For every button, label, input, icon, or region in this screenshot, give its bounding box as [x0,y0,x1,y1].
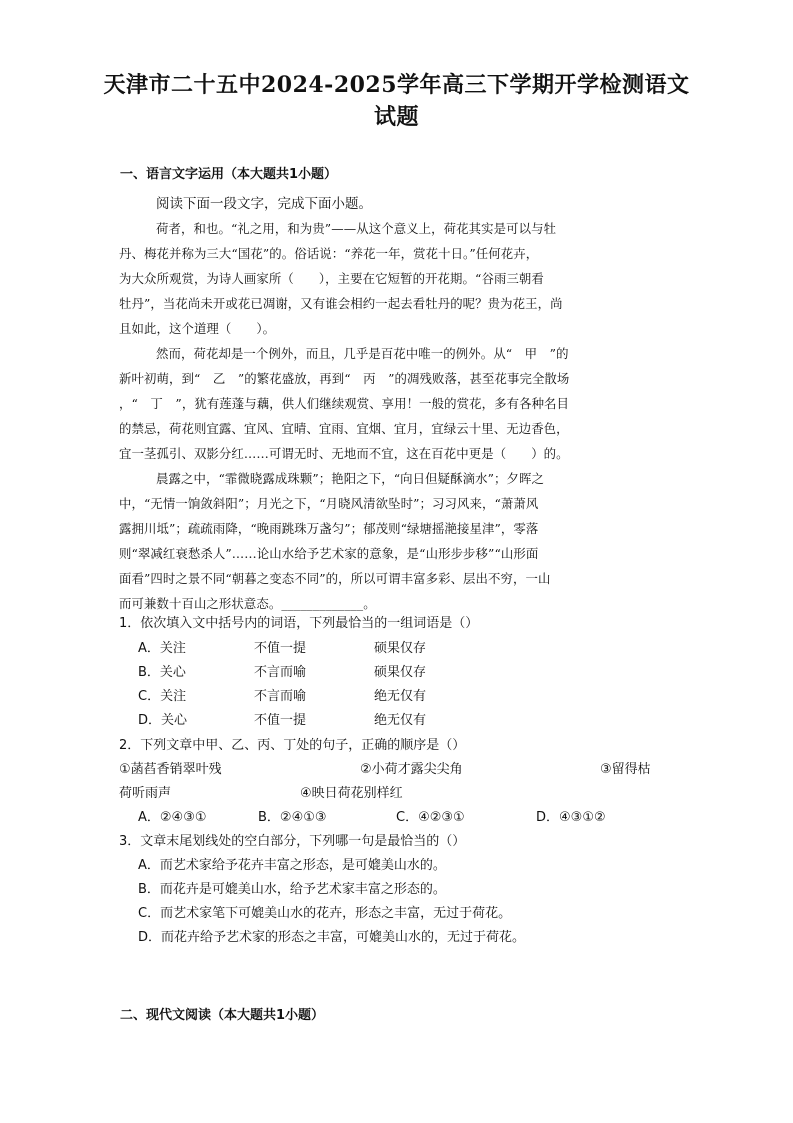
q3-option-b: B．而花卉是可媲美山水，给予艺术家丰富之形态的。 [138,882,446,897]
passage-line: 牡丹”，当花尚未开或花已凋谢，又有谁会相约一起去看牡丹的呢？贵为花王，尚 [119,296,563,311]
q2-option-d: D．④③①② [536,810,606,825]
question-2-stem: 2．下列文章中甲、乙、丙、丁处的句子，正确的顺序是（） [119,738,466,753]
q1-option-c-word1: C．关注 [138,689,187,704]
q1-option-c-word2: 不言而喻 [254,689,307,704]
q3-option-a: A．而艺术家给予花卉丰富之形态，是可媲美山水的。 [138,858,446,873]
q2-sentence-2: ②小荷才露尖尖角 [360,762,463,777]
q1-option-c-word3: 绝无仅有 [374,689,427,704]
passage-line: 而可兼数十百山之形状意态。_____________。 [119,596,376,611]
document-title-line1: 天津市二十五中2024-2025学年高三下学期开学检测语文 [103,72,690,98]
passage-line: 的禁忌，荷花则宜露、宜风、宜晴、宜雨、宜烟、宜月，宜绿云十里、无边香色， [119,421,569,436]
passage-line: 宜一茎孤引、双影分红……可谓无时、无地而不宜，这在百花中更是（ ）的。 [119,446,569,461]
passage-line: 然而，荷花却是一个例外，而且，几乎是百花中唯一的例外。从“ 甲 ”的 [156,346,569,361]
q1-option-a-word2: 不值一提 [254,641,307,656]
passage-line: ，“ 丁 ”，犹有莲蓬与藕，供人们继续观赏、享用！一般的赏花，多有各种名目 [119,396,570,411]
q1-option-d-word3: 绝无仅有 [374,713,427,728]
passage-line: 则“翠减红衰愁杀人”……论山水给予艺术家的意象，是“山形步步移”“山形面 [119,546,539,561]
q2-option-b: B．②④①③ [258,810,327,825]
question-3-stem: 3．文章末尾划线处的空白部分，下列哪一句是最恰当的（） [119,834,466,849]
passage-line: 新叶初萌，到“ 乙 ”的繁花盛放，再到“ 丙 ”的凋残败落，甚至花事完全散场 [119,371,570,386]
q2-option-c: C．④②③① [396,810,465,825]
q1-option-a-word1: A．关注 [138,641,186,656]
q1-option-b-word2: 不言而喻 [254,665,307,680]
q2-sentence-1: ①菡萏香销翠叶残 [119,762,222,777]
q3-option-d: D．而花卉给予艺术家的形态之丰富，可媲美山水的，无过于荷花。 [138,930,526,945]
q1-option-b-word3: 硕果仅存 [374,665,427,680]
q1-option-d-word1: D．关心 [138,713,188,728]
passage-line: 中，“无情一饷敛斜阳”；月光之下，“月晓风清欲坠时”；习习风来，“萧萧风 [119,496,539,511]
passage-line: 且如此，这个道理（ ）。 [119,321,276,336]
question-1-stem: 1．依次填入文中括号内的词语，下列最恰当的一组词语是（） [119,616,479,631]
q1-option-b-word1: B．关心 [138,665,186,680]
section2-heading: 二、现代文阅读（本大题共1小题） [120,1008,325,1023]
q3-option-c: C．而艺术家笔下可媲美山水的花卉，形态之丰富，无过于荷花。 [138,906,512,921]
q1-option-d-word2: 不值一提 [254,713,307,728]
q2-option-a: A．②④③① [138,810,207,825]
passage-line: 荷者，和也。“礼之用，和为贵”——从这个意义上，荷花其实是可以与牡 [156,221,557,236]
q2-sentence-3-part2: 荷听雨声 [119,786,172,801]
passage-line: 露拥川坻”；疏疏雨降，“晚雨跳珠万盏匀”；郁茂则“绿塘摇滟接星津”，零落 [119,521,539,536]
passage-line: 为大众所观赏，为诗人画家所（ ），主要在它短暂的开花期。“谷雨三朝看 [119,271,544,286]
q1-option-a-word3: 硕果仅存 [374,641,427,656]
passage-line: 面看”四时之景不同“朝暮之变态不同”的，所以可谓丰富多彩、层出不穷，一山 [119,571,551,586]
passage-line: 晨露之中，“霏微晓露成珠颗”；艳阳之下，“向日但疑酥滴水”；夕晖之 [156,471,544,486]
reading-intro: 阅读下面一段文字，完成下面小题。 [156,196,372,212]
document-title-line2: 试题 [373,104,419,130]
q2-sentence-3-part1: ③留得枯 [600,762,651,777]
section1-heading: 一、语言文字运用（本大题共1小题） [120,167,338,182]
passage-line: 丹、梅花并称为三大“国花”的。俗话说：“养花一年，赏花十日。”任何花卉， [119,246,539,261]
q2-sentence-4: ④映日荷花别样红 [300,786,403,801]
